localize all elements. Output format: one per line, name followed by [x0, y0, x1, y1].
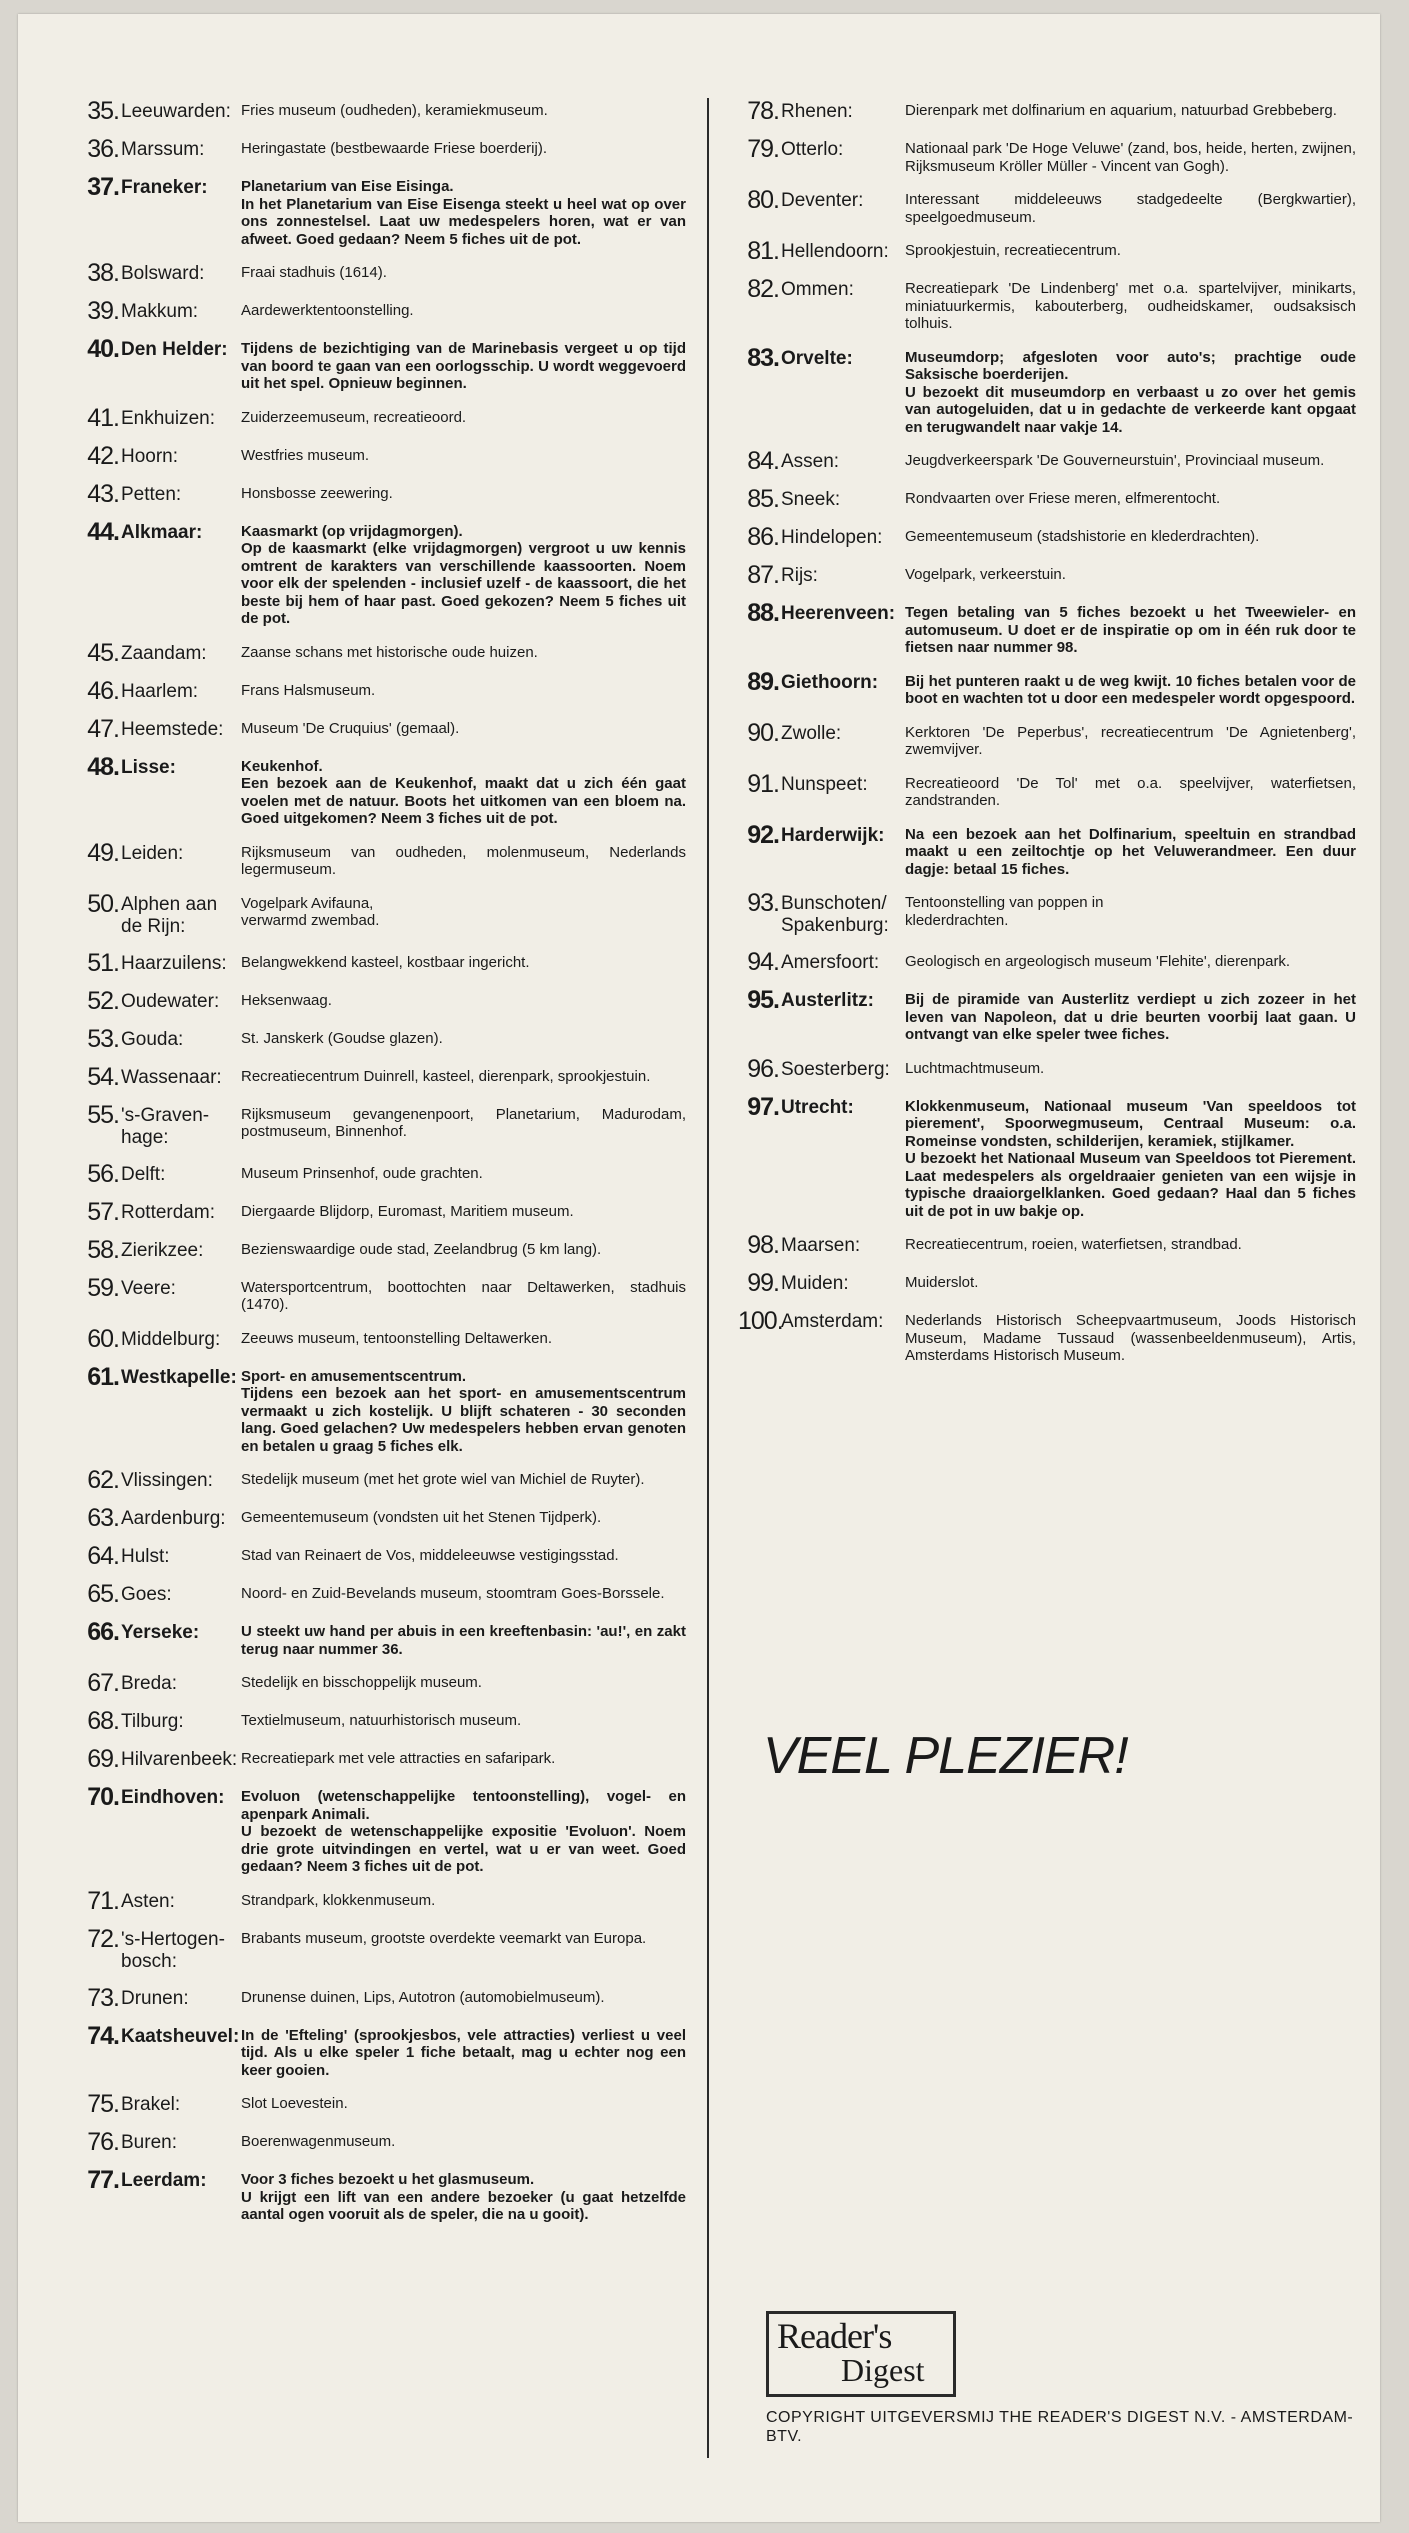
- entry-description: Gemeentemuseum (stadshistorie en klederdrachten).: [905, 528, 1260, 545]
- entry-description: Recreatieoord 'De Tol' met o.a. speelvijver, waterfietsen, zandstranden.: [905, 774, 1356, 809]
- entry-place: Westkapelle:: [121, 1366, 237, 1388]
- entry-number: 44.: [87, 517, 119, 546]
- list-item: [78, 136, 688, 162]
- list-item: [738, 98, 1358, 124]
- entry-place: Oudewater:: [121, 990, 220, 1012]
- entry-place: Rotterdam:: [121, 1201, 215, 1223]
- entry-place: Rhenen:: [781, 101, 853, 122]
- entry-description: Westfries museum.: [241, 446, 370, 464]
- entry-place: Aardenburg:: [121, 1508, 226, 1529]
- entry-description: Watersportcentrum, boottochten naar Deltawerken, stadhuis (1470).: [241, 1278, 686, 1313]
- entry-number: 76.: [87, 2128, 119, 2156]
- entry-number: 41.: [87, 403, 119, 432]
- entry-place: Heerenveen:: [781, 603, 896, 624]
- list-item: [738, 600, 1358, 657]
- entry-number: 71.: [87, 1886, 119, 1915]
- entry-number: 47.: [87, 714, 119, 743]
- entry-number: 75.: [87, 2090, 119, 2118]
- list-item: [78, 519, 688, 628]
- entry-description: Voor 3 fiches bezoekt u het glasmuseum. U krijgt een lift van een andere bezoeker (u gaat hetzelfde aantal ogen vooruit als de speler, die na u gooit).: [241, 2171, 686, 2223]
- entry-description: Geologisch en argeologisch museum 'Flehite', dierenpark.: [905, 953, 1291, 970]
- entry-number: 39.: [87, 297, 119, 325]
- entry-number: 94.: [747, 948, 779, 976]
- entry-description: Tegen betaling van 5 fiches bezoekt u het Tweewieler- en automuseum. U doet er de inspiratie op om in één ruk door te fietsen naar nummer 98.: [905, 604, 1356, 656]
- entry-description: Zeeuws museum, tentoonstelling Deltawerken.: [241, 1329, 552, 1347]
- entry-description: Aardewerktentoonstelling.: [241, 302, 414, 319]
- entry-place: Haarzuilens:: [121, 952, 227, 974]
- entry-number: 95.: [747, 986, 779, 1014]
- entry-place: Amsterdam:: [781, 1311, 884, 1332]
- list-item: [78, 2091, 688, 2117]
- list-item: [78, 1581, 688, 1607]
- list-item: [738, 822, 1358, 879]
- entry-description: Interessant middeleeuws stadgedeelte (Bergkwartier), speelgoedmuseum.: [905, 191, 1356, 226]
- list-item: [78, 1670, 688, 1696]
- entry-place: Bolsward:: [121, 263, 205, 284]
- entry-number: 45.: [87, 638, 119, 667]
- left-column: [78, 98, 688, 2236]
- entry-place: Vlissingen:: [121, 1470, 213, 1491]
- list-item: [738, 187, 1358, 226]
- list-item: [738, 1308, 1358, 1365]
- entry-number: 52.: [87, 986, 119, 1015]
- list-item: [738, 669, 1358, 708]
- entry-place: Marssum:: [121, 139, 205, 160]
- entry-place: Lisse:: [121, 756, 176, 778]
- entry-number: 74.: [87, 2021, 119, 2050]
- entry-place: Wassenaar:: [121, 1066, 222, 1088]
- entry-place: Asten:: [121, 1890, 175, 1912]
- entry-description: Museumdorp; afgesloten voor auto's; prachtige oude Saksische boerderijen. U bezoekt dit museumdorp en verbaast u zo over het gemis van autogeluiden, dat u in gedachte de verkeerde kant opgaat en terugwandelt naar vakje 14.: [905, 348, 1356, 436]
- entry-description: Zuiderzeemuseum, recreatieoord.: [241, 408, 467, 426]
- entry-number: 36.: [87, 135, 119, 163]
- list-item: [78, 840, 688, 879]
- entry-description: Sport- en amusementscentrum. Tijdens een bezoek aan het sport- en amusementscentrum vermaakt u zich kostelijk. U blijft schateren - 30 seconden lang. Goed gelachen? Uw medespelers hebben ervan genoten en betalen u graag 5 fiches elk.: [241, 1367, 686, 1455]
- entry-description: In de 'Efteling' (sprookjesbos, vele attracties) verliest u veel tijd. Als u elke speler 1 fiche betaalt, mag u echter nog een keer gooien.: [241, 2026, 686, 2079]
- list-item: [738, 238, 1358, 264]
- entry-description: Diergaarde Blijdorp, Euromast, Maritiem museum.: [241, 1202, 574, 1220]
- entry-place: Drunen:: [121, 1987, 189, 2009]
- list-item: [78, 1619, 688, 1658]
- entry-description: Textielmuseum, natuurhistorisch museum.: [241, 1712, 522, 1729]
- entry-number: 83.: [747, 343, 779, 372]
- list-item: [78, 174, 688, 248]
- entry-place: Alphen aan de Rijn:: [121, 893, 218, 937]
- list-item: [78, 1708, 688, 1734]
- entry-number: 98.: [747, 1231, 779, 1259]
- entry-description: Na een bezoek aan het Dolfinarium, speeltuin en strandbad maakt u een zeiltochtje op het Veluwerandmeer. Een duur dagje: betaal 15 fiches.: [905, 825, 1356, 878]
- list-item: [78, 1467, 688, 1493]
- entry-place: Brakel:: [121, 2094, 181, 2115]
- list-item: [738, 890, 1358, 937]
- entry-place: Hindelopen:: [781, 527, 883, 548]
- entry-place: Haarlem:: [121, 680, 199, 702]
- list-item: [78, 1237, 688, 1263]
- entry-number: 61.: [87, 1362, 119, 1391]
- readers-digest-logo: [766, 2311, 956, 2397]
- entry-description: Recreatiepark met vele attracties en safaripark.: [241, 1750, 556, 1767]
- list-item: [78, 716, 688, 742]
- list-item: [738, 524, 1358, 550]
- entry-description: Luchtmachtmuseum.: [905, 1059, 1045, 1077]
- logo-line-readers: Reader's: [777, 2316, 892, 2356]
- entry-place: Goes:: [121, 1584, 172, 1605]
- entry-place: Delft:: [121, 1163, 166, 1185]
- entry-description: Honsbosse zeewering.: [241, 484, 393, 502]
- entry-description: Boerenwagenmuseum.: [241, 2133, 396, 2150]
- entry-place: Petten:: [121, 483, 182, 505]
- list-item: [738, 276, 1358, 333]
- entry-description: Brabants museum, grootste overdekte veemarkt van Europa.: [241, 1929, 647, 1947]
- entry-description: Fraai stadhuis (1614).: [241, 264, 387, 281]
- list-item: [78, 1543, 688, 1569]
- entry-description: Fries museum (oudheden), keramiekmuseum.: [241, 102, 548, 119]
- entry-description: Stad van Reinaert de Vos, middeleeuwse vestigingsstad.: [241, 1547, 619, 1564]
- list-item: [78, 2167, 688, 2224]
- entry-number: 100.: [738, 1307, 783, 1335]
- entry-number: 77.: [87, 2166, 119, 2194]
- entry-number: 51.: [87, 948, 119, 977]
- entry-description: U steekt uw hand per abuis in een kreeftenbasin: 'au!', en zakt terug naar nummer 36.: [241, 1623, 686, 1658]
- list-item: [78, 678, 688, 704]
- entry-number: 48.: [87, 752, 119, 781]
- entry-description: Gemeentemuseum (vondsten uit het Stenen Tijdperk).: [241, 1509, 602, 1526]
- list-item: [78, 891, 688, 938]
- list-item: [738, 1056, 1358, 1082]
- entry-description: Rijksmuseum gevangenenpoort, Planetarium, Madurodam, postmuseum, Binnenhof.: [241, 1105, 686, 1140]
- entry-description: Rondvaarten over Friese meren, elfmerentocht.: [905, 490, 1221, 507]
- list-item: [78, 1064, 688, 1090]
- entry-place: Soesterberg:: [781, 1058, 890, 1080]
- entry-place: Deventer:: [781, 190, 864, 211]
- entry-number: 56.: [87, 1159, 119, 1188]
- entry-place: Yerseke:: [121, 1622, 200, 1643]
- entry-description: Heringastate (bestbewaarde Friese boerderij).: [241, 140, 547, 157]
- list-item: [78, 98, 688, 124]
- entry-description: Rijksmuseum van oudheden, molenmuseum, Nederlands legermuseum.: [241, 843, 686, 878]
- entry-description: Bij de piramide van Austerlitz verdiept u zich zozeer in het leven van Napoleon, dat u drie beurten voorbij laat gaan. U ontvangt van elke speler twee fiches.: [905, 991, 1356, 1043]
- logo-line-digest: Digest: [841, 2352, 925, 2388]
- entry-place: Hoorn:: [121, 445, 179, 467]
- list-item: [78, 1275, 688, 1314]
- entry-place: Leerdam:: [121, 2170, 207, 2191]
- entry-description: Klokkenmuseum, Nationaal museum 'Van speeldoos tot pierement', Spoorwegmuseum, Centraal Museum: o.a. Romeinse vondsten, schilderijen, keramiek, stijlkamer. U bezoekt het Nationaal Museum van Speeldoos tot Pierement. Laat medespelers als orgeldraaier genieten van een wijsje in typische draaiorgelklanken. Goed gedaan? Haal dan 5 fiches uit de pot in uw bakje op.: [905, 1097, 1356, 1220]
- entry-number: 96.: [747, 1054, 779, 1083]
- list-item: [738, 771, 1358, 810]
- column-divider: [707, 98, 709, 2458]
- entry-description: Strandpark, klokkenmuseum.: [241, 1891, 436, 1909]
- entry-place: Zierikzee:: [121, 1239, 204, 1261]
- entry-place: Leiden:: [121, 842, 184, 864]
- entry-description: Museum Prinsenhof, oude grachten.: [241, 1164, 483, 1182]
- entry-description: Stedelijk en bisschoppelijk museum.: [241, 1674, 482, 1691]
- entry-description: Tentoonstelling van poppen in klederdrachten.: [905, 894, 1104, 929]
- entry-place: Den Helder:: [121, 339, 228, 360]
- entry-place: 's-Hertogen- bosch:: [121, 1928, 225, 1972]
- entry-number: 87.: [747, 561, 779, 589]
- entry-number: 65.: [87, 1580, 119, 1608]
- list-item: [78, 2023, 688, 2080]
- list-item: [78, 260, 688, 286]
- entry-place: Otterlo:: [781, 139, 844, 160]
- entry-number: 80.: [747, 186, 779, 214]
- entry-description: Nationaal park 'De Hoge Veluwe' (zand, bos, heide, herten, zwijnen, Rijksmuseum Kröller Müller - Vincent van Gogh).: [905, 140, 1356, 175]
- entry-description: Muiderslot.: [905, 1274, 979, 1291]
- entry-number: 81.: [747, 237, 779, 265]
- entry-number: 84.: [747, 447, 779, 475]
- list-item: [738, 1232, 1358, 1258]
- entry-number: 79.: [747, 135, 779, 163]
- entry-place: Orvelte:: [781, 347, 853, 369]
- entry-number: 69.: [87, 1745, 119, 1773]
- list-item: [738, 562, 1358, 588]
- list-item: [738, 949, 1358, 975]
- entry-description: Evoluon (wetenschappelijke tentoonstelling), vogel- en apenpark Animali. U bezoekt de wetenschappelijke expositie 'Evoluon'. Noem drie grote uitvindingen en vertel, wat u er van weet. Goed gedaan? Neem 3 fiches uit de pot.: [241, 1788, 686, 1875]
- entry-description: Museum 'De Cruquius' (gemaal).: [241, 719, 460, 737]
- veel-plezier-heading: VEEL PLEZIER!: [763, 1727, 1128, 1785]
- entry-description: Planetarium van Eise Eisinga. In het Planetarium van Eise Eisenga steekt u heel wat op over ons zonnestelsel. Laat uw medespelers horen, wat er van afweet. Goed gedaan? Neem 5 fiches uit de pot.: [241, 178, 686, 248]
- entry-description: Stedelijk museum (met het grote wiel van Michiel de Ruyter).: [241, 1471, 645, 1488]
- entry-number: 70.: [87, 1783, 119, 1811]
- entry-description: Noord- en Zuid-Bevelands museum, stoomtram Goes-Borssele.: [241, 1585, 665, 1602]
- entry-number: 57.: [87, 1197, 119, 1226]
- entry-number: 73.: [87, 1983, 119, 2012]
- entry-place: Rijs:: [781, 565, 818, 586]
- entry-place: Amersfoort:: [781, 952, 880, 973]
- entry-description: Drunense duinen, Lips, Autotron (automobielmuseum).: [241, 1988, 605, 2006]
- entry-description: Vogelpark, verkeerstuin.: [905, 566, 1066, 583]
- list-item: [738, 486, 1358, 512]
- entry-number: 90.: [747, 718, 779, 747]
- entry-description: Sprookjestuin, recreatiecentrum.: [905, 242, 1121, 259]
- entry-number: 64.: [87, 1542, 119, 1570]
- entry-number: 49.: [87, 838, 119, 867]
- entry-number: 66.: [87, 1618, 119, 1646]
- entry-number: 63.: [87, 1504, 119, 1532]
- entry-description: Tijdens de bezichtiging van de Marinebasis vergeet u op tijd van boord te gaan van een oorlogsschip. U wordt weggevoerd uit het spel. Opnieuw beginnen.: [241, 340, 686, 392]
- entry-place: Gouda:: [121, 1028, 184, 1050]
- list-item: [78, 481, 688, 507]
- list-item: [78, 988, 688, 1014]
- entry-description: Kaasmarkt (op vrijdagmorgen). Op de kaasmarkt (elke vrijdagmorgen) vergroot u uw kennis omtrent de karakters van verschillende kaassoorten. Noem voor elk der spelenden - inclusief uzelf - de kaassoort, die het beste bij hem of haar past. Goed gekozen? Neem 5 fiches uit de pot.: [241, 522, 686, 627]
- list-item: [78, 1102, 688, 1149]
- entry-description: Jeugdverkeerspark 'De Gouverneurstuin', Provinciaal museum.: [905, 452, 1325, 469]
- entry-description: Keukenhof. Een bezoek aan de Keukenhof, maakt dat u zich één gaat voelen met de natuur. Boots het uitkomen van een bloem na. Goed uitgekomen? Neem 3 fiches uit de pot.: [241, 757, 686, 827]
- list-item: [78, 1161, 688, 1187]
- list-item: [78, 1926, 688, 1973]
- entry-place: Bunschoten/ Spakenburg:: [781, 893, 889, 936]
- entry-number: 88.: [747, 599, 779, 627]
- entry-place: Zwolle:: [781, 722, 842, 744]
- entry-number: 38.: [87, 259, 119, 287]
- list-item: [78, 2129, 688, 2155]
- list-item: [78, 1364, 688, 1456]
- entry-number: 67.: [87, 1669, 119, 1697]
- entry-place: Giethoorn:: [781, 671, 879, 693]
- entry-number: 68.: [87, 1707, 119, 1735]
- entry-place: Franeker:: [121, 177, 208, 198]
- list-item: [738, 987, 1358, 1044]
- entry-place: Harderwijk:: [781, 824, 885, 846]
- entry-number: 42.: [87, 441, 119, 470]
- entry-number: 89.: [747, 667, 779, 696]
- entry-description: Recreatiecentrum Duinrell, kasteel, dierenpark, sprookjestuin.: [241, 1067, 651, 1085]
- entry-place: Middelburg:: [121, 1328, 221, 1350]
- entry-place: Zaandam:: [121, 642, 207, 664]
- list-item: [78, 405, 688, 431]
- entry-place: Alkmaar:: [121, 521, 203, 543]
- entry-number: 92.: [747, 820, 779, 849]
- list-item: [738, 1094, 1358, 1221]
- entry-place: Hellendoorn:: [781, 241, 889, 262]
- entry-description: Recreatiepark 'De Lindenberg' met o.a. spartelvijver, minikarts, miniatuurkermis, kabouterberg, oudheidskamer, oudsaksisch tolhuis.: [905, 280, 1356, 332]
- entry-place: Enkhuizen:: [121, 407, 216, 429]
- entry-number: 86.: [747, 523, 779, 551]
- copyright-notice: COPYRIGHT UITGEVERSMIJ THE READER'S DIGEST N.V. - AMSTERDAM-BTV.: [766, 2409, 1354, 2445]
- list-item: [78, 1326, 688, 1352]
- list-item: [738, 720, 1358, 759]
- entry-number: 40.: [87, 335, 119, 363]
- entry-number: 91.: [747, 769, 779, 798]
- list-item: [78, 1026, 688, 1052]
- list-item: [738, 1270, 1358, 1296]
- entry-number: 35.: [87, 97, 119, 125]
- entry-number: 97.: [747, 1092, 779, 1121]
- entry-number: 55.: [87, 1100, 119, 1129]
- list-item: [78, 1505, 688, 1531]
- entry-description: Nederlands Historisch Scheepvaartmuseum, Joods Historisch Museum, Madame Tussaud (wassenbeeldenmuseum), Artis, Amsterdams Historisch Museum.: [905, 1312, 1356, 1364]
- list-item: [78, 336, 688, 393]
- entry-place: Hulst:: [121, 1546, 170, 1567]
- entry-place: Breda:: [121, 1673, 177, 1694]
- entry-description: Bij het punteren raakt u de weg kwijt. 10 fiches betalen voor de boot en wachten tot u door een medespeler wordt opgespoord.: [905, 672, 1356, 707]
- entry-description: Recreatiecentrum, roeien, waterfietsen, strandbad.: [905, 1236, 1242, 1253]
- entry-number: 53.: [87, 1024, 119, 1053]
- list-item: [738, 136, 1358, 175]
- entry-place: Hilvarenbeek:: [121, 1749, 238, 1770]
- entry-description: Zaanse schans met historische oude huizen.: [241, 643, 538, 661]
- right-column: [738, 98, 1358, 1377]
- entry-place: Tilburg:: [121, 1711, 184, 1732]
- entry-place: Heemstede:: [121, 718, 224, 740]
- list-item: [738, 345, 1358, 437]
- entry-place: Kaatsheuvel:: [121, 2025, 240, 2047]
- entry-description: Slot Loevestein.: [241, 2095, 348, 2112]
- entry-description: Kerktoren 'De Peperbus', recreatiecentrum 'De Agnietenberg', zwemvijver.: [905, 723, 1356, 758]
- entry-place: Veere:: [121, 1277, 176, 1299]
- entry-number: 99.: [747, 1269, 779, 1297]
- entry-place: Assen:: [781, 451, 840, 472]
- entry-number: 78.: [747, 97, 779, 125]
- entry-number: 60.: [87, 1324, 119, 1353]
- entry-number: 85.: [747, 485, 779, 513]
- entry-place: Leeuwarden:: [121, 101, 231, 122]
- list-item: [78, 298, 688, 324]
- entry-place: Austerlitz:: [781, 990, 874, 1011]
- entry-number: 50.: [87, 889, 119, 918]
- entry-place: Ommen:: [781, 279, 854, 300]
- entry-description: St. Janskerk (Goudse glazen).: [241, 1029, 443, 1047]
- entry-number: 54.: [87, 1062, 119, 1091]
- entry-place: Muiden:: [781, 1273, 849, 1294]
- entry-number: 62.: [87, 1466, 119, 1494]
- list-item: [78, 1199, 688, 1225]
- list-item: [78, 1784, 688, 1876]
- list-item: [78, 443, 688, 469]
- entry-place: Nunspeet:: [781, 773, 868, 795]
- list-item: [78, 640, 688, 666]
- entry-place: Eindhoven:: [121, 1787, 225, 1808]
- entry-place: Buren:: [121, 2132, 177, 2153]
- list-item: [738, 448, 1358, 474]
- list-item: [78, 754, 688, 828]
- entry-number: 43.: [87, 479, 119, 508]
- entry-description: Vogelpark Avifauna, verwarmd zwembad.: [241, 894, 380, 929]
- game-rules-sheet: [18, 14, 1380, 2522]
- entry-number: 82.: [747, 275, 779, 303]
- entry-number: 93.: [747, 889, 779, 917]
- list-item: [78, 1888, 688, 1914]
- entry-description: Belangwekkend kasteel, kostbaar ingericht.: [241, 953, 530, 971]
- entry-description: Dierenpark met dolfinarium en aquarium, natuurbad Grebbeberg.: [905, 102, 1337, 119]
- entry-place: Makkum:: [121, 301, 199, 322]
- entry-number: 59.: [87, 1273, 119, 1302]
- entry-place: 's-Graven- hage:: [121, 1104, 210, 1148]
- entry-description: Bezienswaardige oude stad, Zeelandbrug (5 km lang).: [241, 1240, 602, 1258]
- entry-place: Utrecht:: [781, 1096, 854, 1118]
- entry-number: 46.: [87, 676, 119, 705]
- list-item: [78, 1746, 688, 1772]
- entry-number: 37.: [87, 173, 119, 201]
- entry-number: 72.: [87, 1924, 119, 1953]
- entry-number: 58.: [87, 1235, 119, 1264]
- entry-place: Maarsen:: [781, 1235, 861, 1256]
- list-item: [78, 950, 688, 976]
- entry-description: Heksenwaag.: [241, 991, 332, 1009]
- entry-place: Sneek:: [781, 489, 841, 510]
- list-item: [78, 1985, 688, 2011]
- entry-description: Frans Halsmuseum.: [241, 681, 376, 699]
